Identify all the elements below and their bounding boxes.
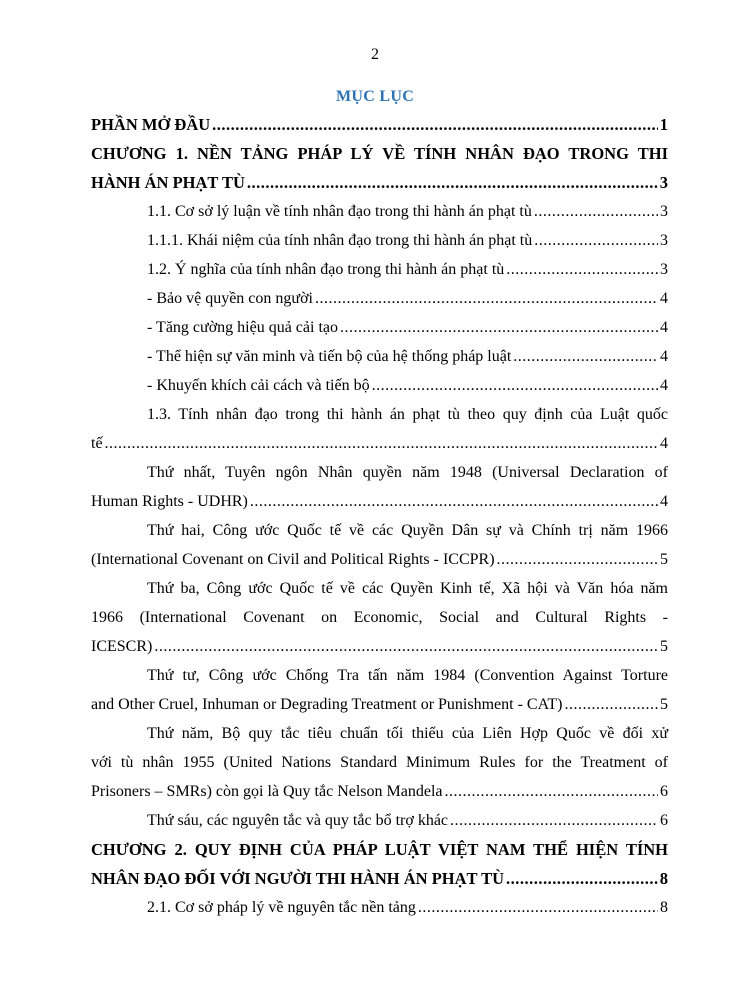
dot-leader: [247, 168, 658, 197]
toc-entry-line: CHƯƠNG 2. QUY ĐỊNH CỦA PHÁP LUẬT VIỆT NAM THỂ HIỆN TÍNH: [91, 840, 668, 859]
dot-leader: [513, 342, 658, 371]
toc-entry[interactable]: [91, 458, 668, 516]
toc-entry[interactable]: [91, 835, 668, 893]
toc-entry[interactable]: [91, 139, 668, 197]
toc-leader-line: [91, 864, 668, 893]
toc-entry[interactable]: [91, 197, 668, 226]
toc-page-number: 4: [660, 348, 668, 365]
toc-entry[interactable]: [91, 226, 668, 255]
toc-entry-text: ICESCR): [91, 638, 153, 655]
toc-leader-line: [91, 313, 668, 342]
toc-entry[interactable]: [91, 255, 668, 284]
toc-entry[interactable]: [91, 719, 668, 806]
dot-leader: [418, 893, 658, 922]
toc-entry-text: 1.1.1. Khái niệm của tính nhân đạo trong thi hành án phạt tù: [147, 232, 533, 249]
toc-page-number: 4: [660, 319, 668, 336]
toc-leader-line: [91, 893, 668, 922]
dot-leader: [105, 429, 658, 458]
dot-leader: [534, 226, 658, 255]
toc-leader-line: [91, 342, 668, 371]
toc-entry-text: NHÂN ĐẠO ĐỐI VỚI NGƯỜI THI HÀNH ÁN PHẠT TÙ: [91, 869, 505, 888]
toc-entry-line: CHƯƠNG 1. NỀN TẢNG PHÁP LÝ VỀ TÍNH NHÂN ĐẠO TRONG THI: [91, 144, 668, 163]
toc-page-number: 8: [659, 869, 668, 888]
toc-entry-text: Human Rights - UDHR): [91, 493, 248, 510]
toc-entry[interactable]: [91, 893, 668, 922]
toc-entry-text: - Khuyến khích cải cách và tiến bộ: [147, 377, 370, 394]
toc-leader-line: [91, 371, 668, 400]
toc-entry[interactable]: [91, 516, 668, 574]
toc-title: MỤC LỤC: [335, 88, 415, 105]
toc-entry-line: 1.3. Tính nhân đạo trong thi hành án phạt tù theo quy định của Luật quốc: [147, 406, 668, 423]
toc-page-number: 3: [659, 173, 668, 192]
toc-page-number: 5: [660, 551, 668, 568]
toc-leader-line: [91, 806, 668, 835]
toc-entry-text: Prisoners – SMRs) còn gọi là Quy tắc Nelson Mandela: [91, 783, 443, 800]
toc-entry-line: Thứ tư, Công ước Chống Tra tấn năm 1984 (Convention Against Torture: [147, 667, 668, 684]
toc-leader-line: [91, 226, 668, 255]
dot-leader: [534, 197, 658, 226]
toc-entry[interactable]: [91, 400, 668, 458]
toc-entry-text: HÀNH ÁN PHẠT TÙ: [91, 173, 245, 192]
dot-leader: [497, 545, 658, 574]
toc-page-number: 4: [660, 435, 668, 452]
toc-leader-line: [91, 197, 668, 226]
toc-entry[interactable]: [91, 806, 668, 835]
toc-entry-line: Thứ ba, Công ước Quốc tế về các Quyền Kinh tế, Xã hội và Văn hóa năm: [147, 580, 668, 597]
toc-entry-line: với tù nhân 1955 (United Nations Standard Minimum Rules for the Treatment of: [91, 754, 668, 771]
dot-leader: [445, 777, 658, 806]
page-number: 2: [371, 46, 379, 63]
toc-leader-line: [91, 255, 668, 284]
dot-leader: [250, 487, 658, 516]
toc-page-number: 5: [660, 696, 668, 713]
dot-leader: [372, 371, 658, 400]
toc-leader-line: [91, 690, 668, 719]
toc-entry-line: 1966 (International Covenant on Economic, Social and Cultural Rights -: [91, 609, 668, 626]
toc-leader-line: [91, 777, 668, 806]
toc-entry-text: 2.1. Cơ sở pháp lý về nguyên tắc nền tảng: [147, 899, 416, 916]
dot-leader: [340, 313, 658, 342]
toc-leader-line: [91, 487, 668, 516]
toc-entry-text: tế: [91, 435, 103, 452]
dot-leader: [506, 864, 658, 893]
toc-entry[interactable]: [91, 284, 668, 313]
dot-leader: [154, 632, 658, 661]
toc-entry-text: - Bảo vệ quyền con người: [147, 290, 313, 307]
toc-leader-line: [91, 429, 668, 458]
toc-entry-text: and Other Cruel, Inhuman or Degrading Treatment or Punishment - CAT): [91, 696, 563, 713]
toc-entry-line: Thứ hai, Công ước Quốc tế về các Quyền Dân sự và Chính trị năm 1966: [147, 522, 668, 539]
dot-leader: [212, 110, 658, 139]
toc-page-number: 3: [660, 232, 668, 249]
dot-leader: [564, 690, 658, 719]
toc-page-number: 8: [660, 899, 668, 916]
toc-entry-line: Thứ năm, Bộ quy tắc tiêu chuẩn tối thiểu của Liên Hợp Quốc về đối xử: [147, 725, 668, 742]
toc-entry[interactable]: [91, 342, 668, 371]
toc-entry[interactable]: [91, 313, 668, 342]
table-of-contents: [91, 110, 668, 922]
toc-entry-line: Thứ nhất, Tuyên ngôn Nhân quyền năm 1948 (Universal Declaration of: [147, 464, 668, 481]
toc-entry-text: (International Covenant on Civil and Political Rights - ICCPR): [91, 551, 495, 568]
toc-leader-line: [91, 284, 668, 313]
toc-page-number: 3: [660, 261, 668, 278]
toc-entry-text: 1.1. Cơ sở lý luận về tính nhân đạo trong thi hành án phạt tù: [147, 203, 532, 220]
toc-leader-line: [91, 168, 668, 197]
toc-entry-text: Thứ sáu, các nguyên tắc và quy tắc bổ trợ khác: [147, 812, 449, 829]
toc-entry-text: - Tăng cường hiệu quả cải tạo: [147, 319, 338, 336]
dot-leader: [315, 284, 658, 313]
dot-leader: [506, 255, 658, 284]
toc-leader-line: [91, 110, 668, 139]
toc-page-number: 6: [660, 812, 668, 829]
toc-entry[interactable]: [91, 574, 668, 661]
toc-leader-line: [91, 545, 668, 574]
toc-entry-text: 1.2. Ý nghĩa của tính nhân đạo trong thi hành án phạt tù: [147, 261, 505, 278]
toc-page-number: 6: [660, 783, 668, 800]
toc-page-number: 5: [660, 638, 668, 655]
toc-page-number: 4: [660, 493, 668, 510]
toc-page-number: 1: [659, 115, 668, 134]
toc-entry-text: - Thể hiện sự văn minh và tiến bộ của hệ thống pháp luật: [147, 348, 512, 365]
toc-leader-line: [91, 632, 668, 661]
toc-entry[interactable]: [91, 110, 668, 139]
toc-page-number: 4: [660, 290, 668, 307]
toc-entry[interactable]: [91, 661, 668, 719]
toc-entry-text: PHẦN MỞ ĐẦU: [91, 115, 211, 134]
toc-entry[interactable]: [91, 371, 668, 400]
toc-page-number: 3: [660, 203, 668, 220]
dot-leader: [450, 806, 658, 835]
toc-page-number: 4: [660, 377, 668, 394]
